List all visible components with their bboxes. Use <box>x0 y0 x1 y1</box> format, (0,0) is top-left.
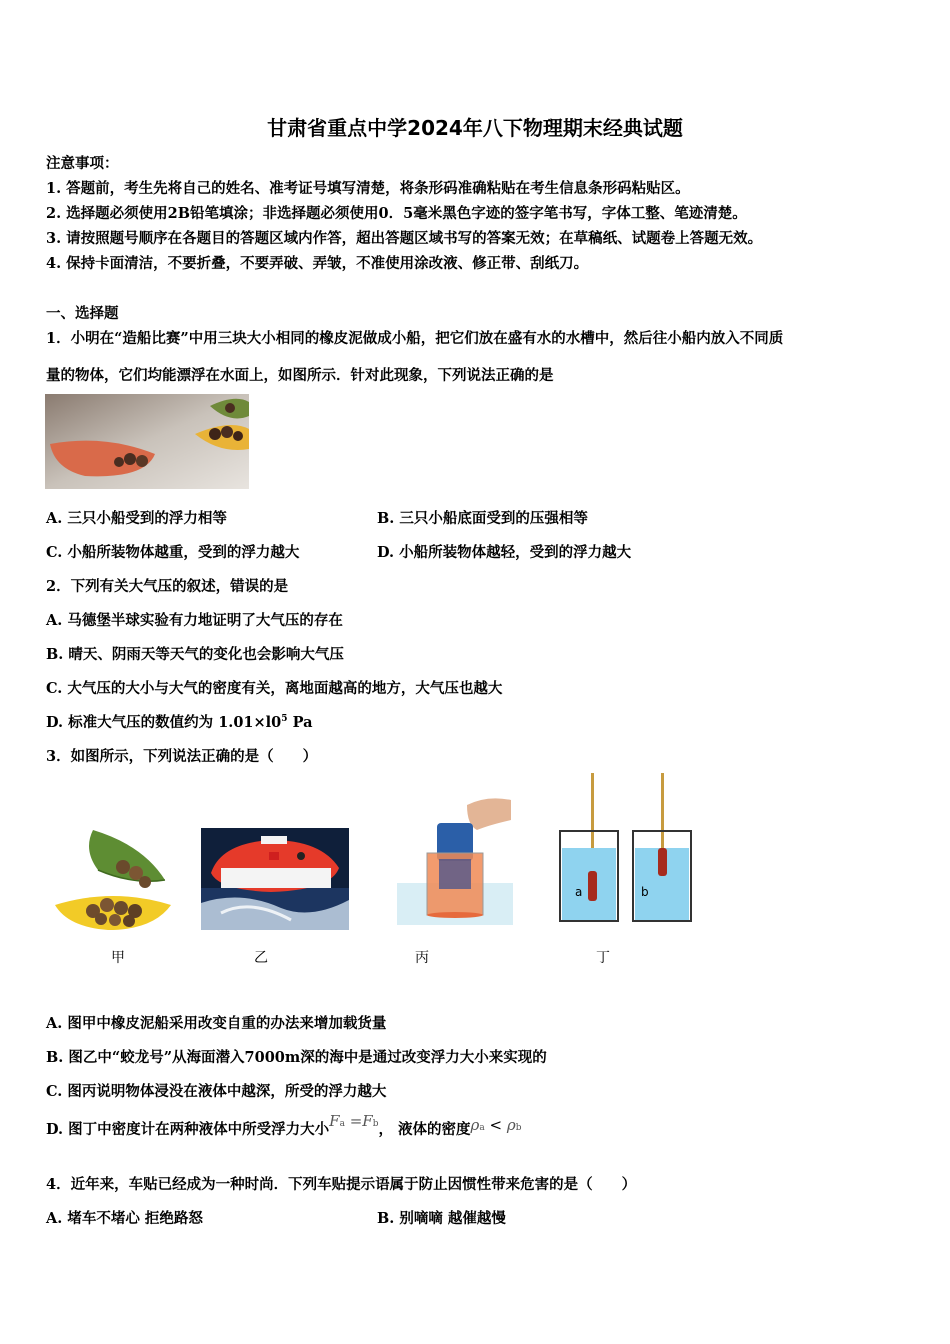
equals-sign: = <box>344 1112 363 1130</box>
q2-option-c: C. 大气压的大小与大气的密度有关，离地面越高的地方，大气压也越大 <box>46 680 503 697</box>
rho-a-symbol: ρ <box>470 1116 480 1134</box>
q3-option-b: B. 图乙中“蛟龙号”从海面潜入7000m深的海中是通过改变浮力大小来实现的 <box>46 1049 547 1066</box>
q2-option-a: A. 马德堡半球实验有力地证明了大气压的存在 <box>46 612 343 629</box>
beaker-b-label: b <box>641 885 649 899</box>
notice-item-2: 2. 选择题必须使用2B铅笔填涂；非选择题必须使用0．5毫米黑色字迹的签字笔书写，字体工整、笔迹清楚。 <box>46 205 747 222</box>
q3-option-d <box>46 1112 522 1139</box>
q1-stem-line2: 量的物体，它们均能漂浮在水面上，如图所示．针对此现象，下列说法正确的是 <box>46 367 554 384</box>
q2-option-d <box>46 711 313 732</box>
q1-option-b: B. 三只小船底面受到的压强相等 <box>377 510 588 527</box>
q2-stem: 2．下列有关大气压的叙述，错误的是 <box>46 578 289 595</box>
caption-bing: 丙 <box>415 950 429 966</box>
q3-figure-ding-hydrometers <box>555 773 700 928</box>
q3-figure-bing-beaker <box>397 795 513 925</box>
q1-option-a: A. 三只小船受到的浮力相等 <box>46 510 227 527</box>
q3-option-c: C. 图丙说明物体浸没在液体中越深，所受的浮力越大 <box>46 1083 387 1100</box>
section-heading: 一、选择题 <box>46 305 119 322</box>
q3-figure-yi-submersible <box>201 828 349 930</box>
force-a-symbol: F <box>329 1112 340 1130</box>
q1-stem-line1: 1．小明在“造船比赛”中用三块大小相同的橡皮泥做成小船，把它们放在盛有水的水槽中，然后往小船内放入不同质 <box>46 330 784 347</box>
notice-item-3: 3. 请按照题号顺序在各题目的答题区域内作答，超出答题区域书写的答案无效；在草稿纸、试题卷上答题无效。 <box>46 230 763 247</box>
q2-d-text: D. 标准大气压的数值约为 1.01×l0 <box>46 714 282 731</box>
q3-stem: 3．如图所示，下列说法正确的是（ ） <box>46 748 318 765</box>
force-b-symbol: F <box>362 1112 373 1130</box>
q4-stem: 4．近年来，车贴已经成为一种时尚．下列车贴提示语属于防止因惯性带来危害的是（ ） <box>46 1176 637 1193</box>
q2-d-exponent: 5 <box>281 714 288 725</box>
q3-d-text2: ， 液体的密度 <box>378 1121 471 1138</box>
force-a-subscript: a <box>339 1119 345 1129</box>
caption-ding: 丁 <box>596 950 610 966</box>
beaker-a-label: a <box>575 885 583 899</box>
q1-option-c: C. 小船所装物体越重，受到的浮力越大 <box>46 544 300 561</box>
q3-d-text1: D. 图丁中密度计在两种液体中所受浮力大小 <box>46 1121 330 1138</box>
rho-b-subscript: b <box>515 1123 522 1133</box>
q1-option-d: D. 小船所装物体越轻，受到的浮力越大 <box>377 544 632 561</box>
less-than-sign: < <box>484 1116 507 1134</box>
notice-item-4: 4. 保持卡面清洁，不要折叠，不要弄破、弄皱，不准使用涂改液、修正带、刮纸刀。 <box>46 255 589 272</box>
notice-item-1: 1. 答题前，考生先将自己的姓名、准考证号填写清楚，将条形码准确粘贴在考生信息条形码粘贴区。 <box>46 180 690 197</box>
caption-yi: 乙 <box>254 950 268 966</box>
q4-option-a: A. 堵车不堵心 拒绝路怒 <box>46 1210 203 1227</box>
force-b-subscript: b <box>372 1119 379 1129</box>
notice-heading: 注意事项： <box>46 155 119 172</box>
q1-boats-photo <box>45 394 249 489</box>
rho-b-symbol: ρ <box>506 1116 516 1134</box>
q2-d-unit: Pa <box>287 714 313 731</box>
q3-option-a: A. 图甲中橡皮泥船采用改变自重的办法来增加载货量 <box>46 1015 387 1032</box>
q3-figure-jia <box>53 825 173 935</box>
caption-jia: 甲 <box>111 950 125 966</box>
q3-d-math-force <box>329 1112 378 1130</box>
rho-a-subscript: a <box>479 1123 485 1133</box>
q3-d-math-density <box>471 1116 522 1134</box>
q4-option-b: B. 别嘀嘀 越催越慢 <box>377 1210 506 1227</box>
q2-option-b: B. 晴天、阴雨天等天气的变化也会影响大气压 <box>46 646 344 663</box>
page-title: 甘肃省重点中学2024年八下物理期末经典试题 <box>267 116 683 140</box>
